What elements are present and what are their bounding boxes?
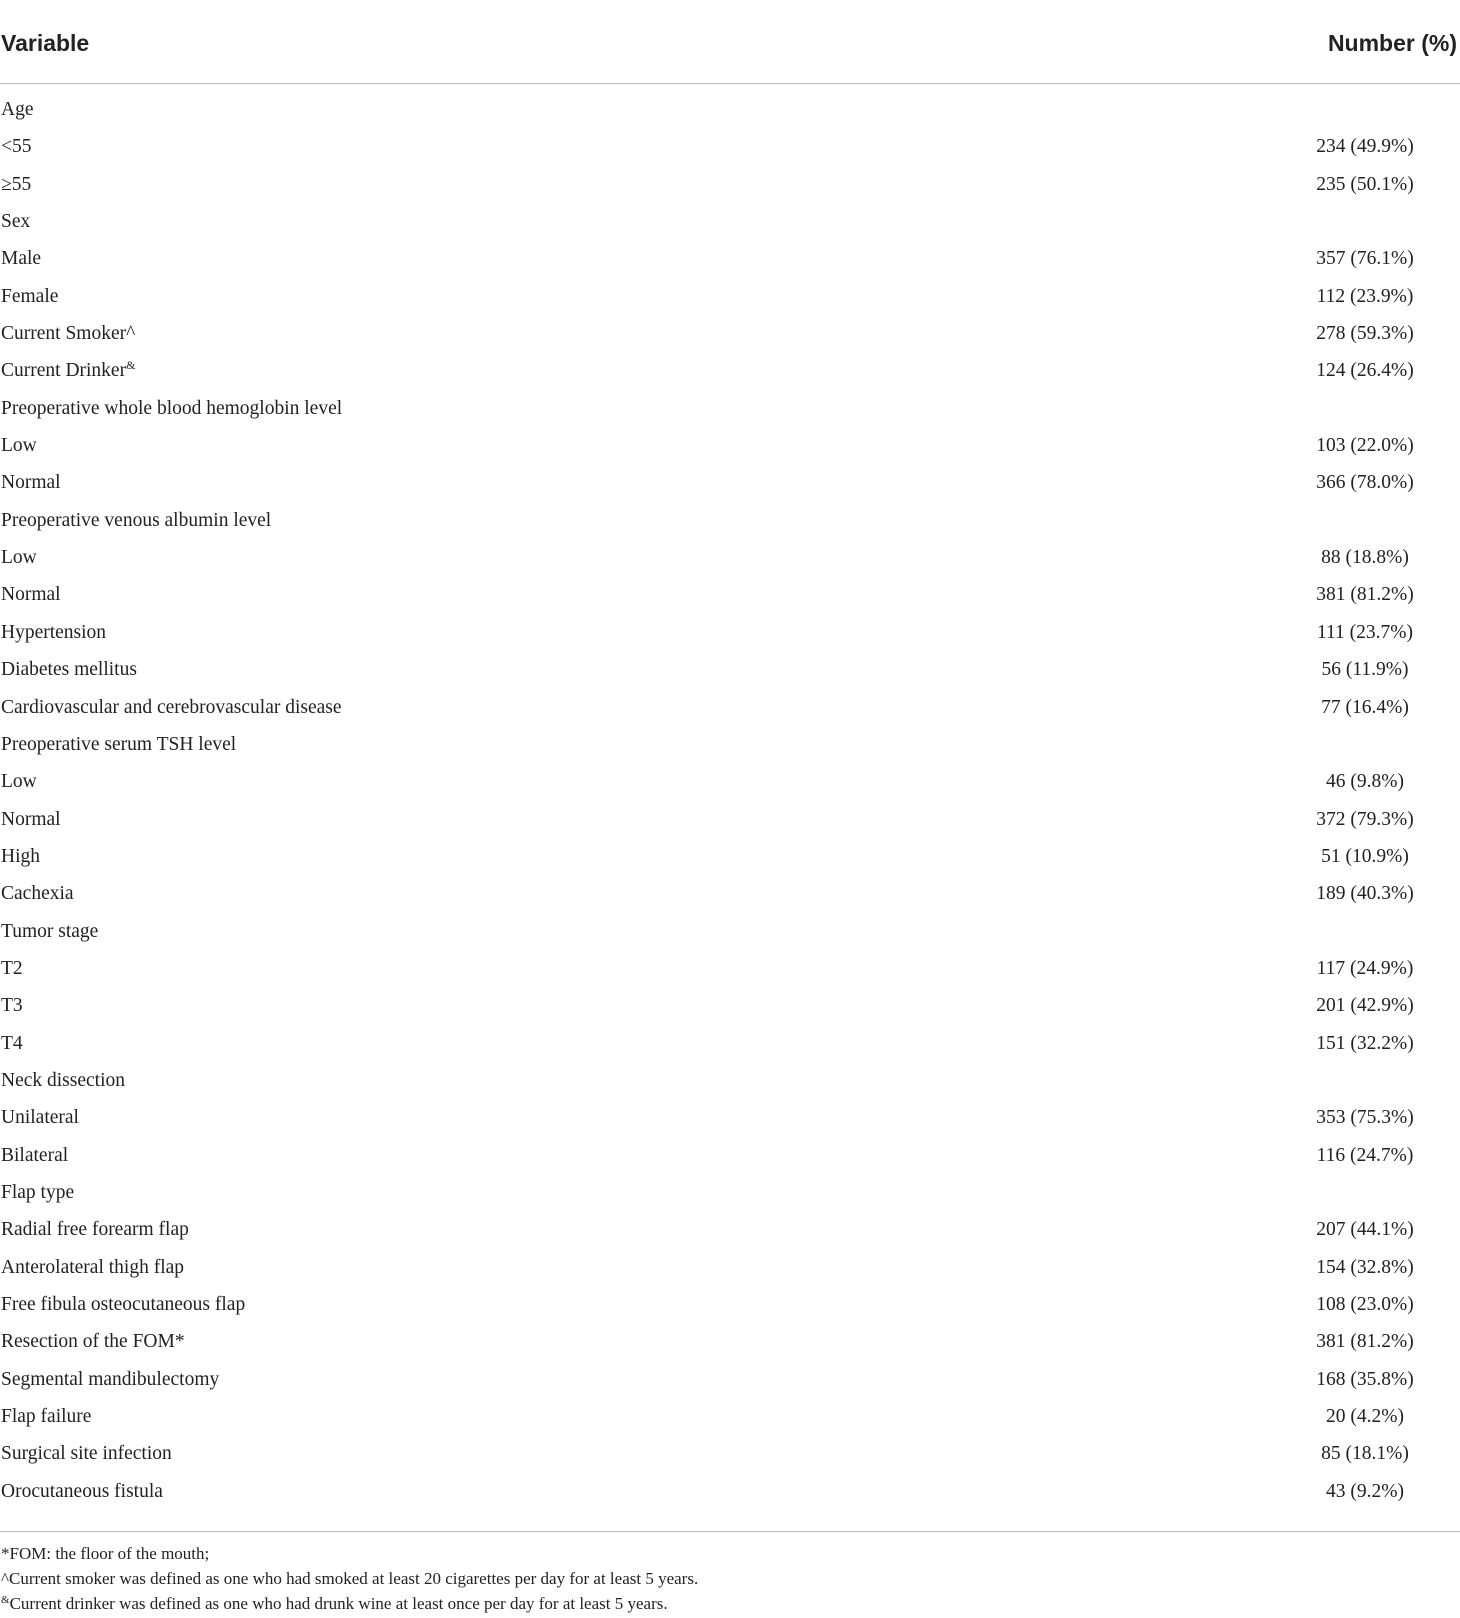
variable-label: Cachexia <box>1 883 74 905</box>
variable-cell <box>1 435 37 457</box>
number-cell: 117 (24.9%) <box>1316 957 1414 979</box>
number-cell: 353 (75.3%) <box>1316 1107 1414 1129</box>
variable-cell <box>1 211 30 233</box>
number-cell: 108 (23.0%) <box>1316 1294 1414 1315</box>
table-row <box>0 1064 1460 1101</box>
variable-label: Radial free forearm flap <box>1 1219 189 1241</box>
number-cell: 372 (79.3%) <box>1316 808 1414 830</box>
footnote-drinker-text: Current drinker was defined as one who had drunk wine at least once per day for at least 5 years. <box>9 1594 668 1613</box>
variable-label: Low <box>1 771 37 793</box>
table-row <box>0 616 1460 653</box>
variable-label: Bilateral <box>1 1144 69 1166</box>
variable-label: Preoperative serum TSH level <box>1 733 237 755</box>
table-row <box>0 466 1460 503</box>
table-row <box>0 429 1460 466</box>
table-row <box>0 952 1460 989</box>
variable-label: Diabetes mellitus <box>1 659 137 681</box>
number-cell: 154 (32.8%) <box>1316 1256 1414 1278</box>
table-row <box>0 989 1460 1026</box>
number-cell: 103 (22.0%) <box>1316 435 1414 457</box>
variable-label: Low <box>1 435 37 457</box>
variable-label: Resection of the FOM* <box>1 1331 185 1353</box>
variable-cell <box>1 248 41 270</box>
variable-column-header: Variable <box>1 30 90 56</box>
variable-cell <box>1 1070 125 1092</box>
variable-cell <box>1 360 135 382</box>
variable-cell <box>1 1257 184 1279</box>
variable-cell <box>1 958 23 980</box>
variable-label: Low <box>1 547 37 569</box>
table-row <box>0 1288 1460 1325</box>
footnote-marker: & <box>126 358 136 373</box>
number-cell: 46 (9.8%) <box>1326 771 1404 793</box>
table-row <box>0 1325 1460 1362</box>
table-row <box>0 1213 1460 1250</box>
variable-label: Segmental mandibulectomy <box>1 1368 220 1390</box>
variable-cell <box>1 1406 91 1428</box>
table-row <box>0 280 1460 317</box>
footnote-smoker: ^Current smoker was defined as one who had smoked at least 20 cigarettes per day for at least 5 years. <box>1 1569 699 1588</box>
table-row <box>0 354 1460 391</box>
variable-cell <box>1 547 37 569</box>
variable-cell <box>1 1033 23 1055</box>
variable-cell <box>1 921 98 943</box>
variable-label: T4 <box>1 1032 23 1054</box>
table-footnotes <box>1 1541 698 1616</box>
number-cell: 381 (81.2%) <box>1316 584 1414 606</box>
variable-cell <box>1 398 342 420</box>
variable-cell <box>1 286 58 308</box>
number-cell: 112 (23.9%) <box>1316 285 1414 307</box>
number-cell: 111 (23.7%) <box>1316 621 1414 643</box>
variable-cell <box>1 1107 79 1129</box>
variable-cell <box>1 809 61 831</box>
table-row <box>0 1176 1460 1213</box>
variable-label: <55 <box>1 136 32 158</box>
table-row <box>0 541 1460 578</box>
variable-cell <box>1 323 135 345</box>
number-cell: 124 (26.4%) <box>1316 360 1414 382</box>
variable-cell <box>1 1219 189 1241</box>
footnote-fom: *FOM: the floor of the mouth; <box>1 1544 210 1563</box>
variable-cell <box>1 1145 68 1167</box>
number-cell: 116 (24.7%) <box>1316 1144 1414 1166</box>
variable-label: T3 <box>1 995 23 1017</box>
table-row <box>0 317 1460 354</box>
table-row <box>0 728 1460 765</box>
table-row <box>0 205 1460 242</box>
table-row <box>0 578 1460 615</box>
variable-label: Preoperative venous albumin level <box>1 509 272 531</box>
variable-label: Normal <box>1 584 61 606</box>
variable-label: Female <box>1 285 59 307</box>
variable-cell <box>1 510 271 532</box>
table-row <box>0 877 1460 914</box>
variable-label: Anterolateral thigh flap <box>1 1256 185 1278</box>
table-row <box>0 168 1460 205</box>
table-row <box>0 1027 1460 1064</box>
number-cell: 201 (42.9%) <box>1316 995 1414 1017</box>
number-cell: 207 (44.1%) <box>1316 1219 1414 1241</box>
table-row <box>0 803 1460 840</box>
variable-cell <box>1 771 37 793</box>
variable-cell <box>1 1331 185 1353</box>
variable-cell <box>1 1294 245 1316</box>
footnote-drinker-mark: & <box>1 1594 10 1606</box>
variable-cell <box>1 846 40 868</box>
variable-label: Preoperative whole blood hemoglobin level <box>1 397 343 419</box>
variable-label: High <box>1 845 40 867</box>
variable-label: Normal <box>1 808 61 830</box>
table-row <box>0 765 1460 802</box>
number-cell: 51 (10.9%) <box>1321 845 1409 867</box>
number-cell: 43 (9.2%) <box>1326 1480 1404 1502</box>
table-row <box>0 1101 1460 1138</box>
variable-cell <box>1 659 137 681</box>
variable-label: Neck dissection <box>1 1069 126 1091</box>
variable-label: Surgical site infection <box>1 1443 172 1465</box>
number-cell: 189 (40.3%) <box>1316 883 1414 905</box>
number-cell: 88 (18.8%) <box>1321 547 1409 569</box>
variable-label: Free fibula osteocutaneous flap <box>1 1294 246 1315</box>
variable-label: Flap type <box>1 1181 75 1203</box>
table-row <box>0 691 1460 728</box>
table-row <box>0 840 1460 877</box>
variable-label: T2 <box>1 957 23 979</box>
variable-label: Age <box>1 99 34 120</box>
number-cell: 20 (4.2%) <box>1326 1406 1404 1428</box>
variable-label: Current Smoker^ <box>1 323 136 345</box>
number-cell: 56 (11.9%) <box>1321 659 1409 681</box>
table-row <box>0 915 1460 952</box>
number-cell: 85 (18.1%) <box>1321 1443 1409 1465</box>
table-header <box>0 0 1460 84</box>
variable-cell <box>1 995 23 1017</box>
variable-label: Tumor stage <box>1 920 99 942</box>
table-row <box>0 392 1460 429</box>
number-cell: 151 (32.2%) <box>1316 1032 1414 1054</box>
variable-label: Sex <box>1 211 31 233</box>
variable-label: ≥55 <box>1 173 32 195</box>
variable-cell <box>1 622 106 644</box>
table-row <box>0 1437 1460 1474</box>
table-row <box>0 130 1460 167</box>
number-cell: 168 (35.8%) <box>1316 1368 1414 1390</box>
table-row <box>0 1400 1460 1437</box>
variable-label: Unilateral <box>1 1107 79 1129</box>
number-cell: 381 (81.2%) <box>1316 1331 1414 1353</box>
footnote-drinker <box>1 1591 698 1616</box>
variable-label: Cardiovascular and cerebrovascular disease <box>1 696 342 718</box>
variable-cell <box>1 1443 172 1465</box>
variable-cell <box>1 883 74 905</box>
number-cell: 366 (78.0%) <box>1316 472 1414 494</box>
variable-cell <box>1 472 61 494</box>
variable-cell <box>1 136 32 158</box>
variable-cell <box>1 174 31 196</box>
variable-label: Male <box>1 248 42 270</box>
table-bottom-rule <box>0 1531 1460 1532</box>
variable-label: Hypertension <box>1 621 107 643</box>
number-cell: 235 (50.1%) <box>1316 173 1414 195</box>
table-row <box>0 1251 1460 1288</box>
table-row <box>0 1363 1460 1400</box>
table-row <box>0 653 1460 690</box>
number-cell: 278 (59.3%) <box>1316 323 1414 345</box>
variable-label: Flap failure <box>1 1406 92 1428</box>
table-row <box>0 93 1460 130</box>
table-row <box>0 1139 1460 1176</box>
variable-cell <box>1 1369 219 1391</box>
table-body <box>0 93 1460 1512</box>
table-row <box>0 1475 1460 1512</box>
number-cell: 234 (49.9%) <box>1316 136 1414 158</box>
variable-cell <box>1 1481 163 1503</box>
variable-cell <box>1 697 342 719</box>
table-row <box>0 242 1460 279</box>
variable-label: Orocutaneous fistula <box>1 1480 163 1502</box>
table-row <box>0 504 1460 541</box>
variable-cell <box>1 584 61 606</box>
variable-label: Normal <box>1 472 61 494</box>
variable-cell <box>1 99 34 121</box>
number-cell: 357 (76.1%) <box>1316 248 1414 270</box>
variable-label: Current Drinker <box>1 360 127 382</box>
variable-cell <box>1 734 236 756</box>
number-column-header: Number (%) <box>1327 30 1457 56</box>
number-cell: 77 (16.4%) <box>1321 696 1409 718</box>
variable-cell <box>1 1182 74 1204</box>
